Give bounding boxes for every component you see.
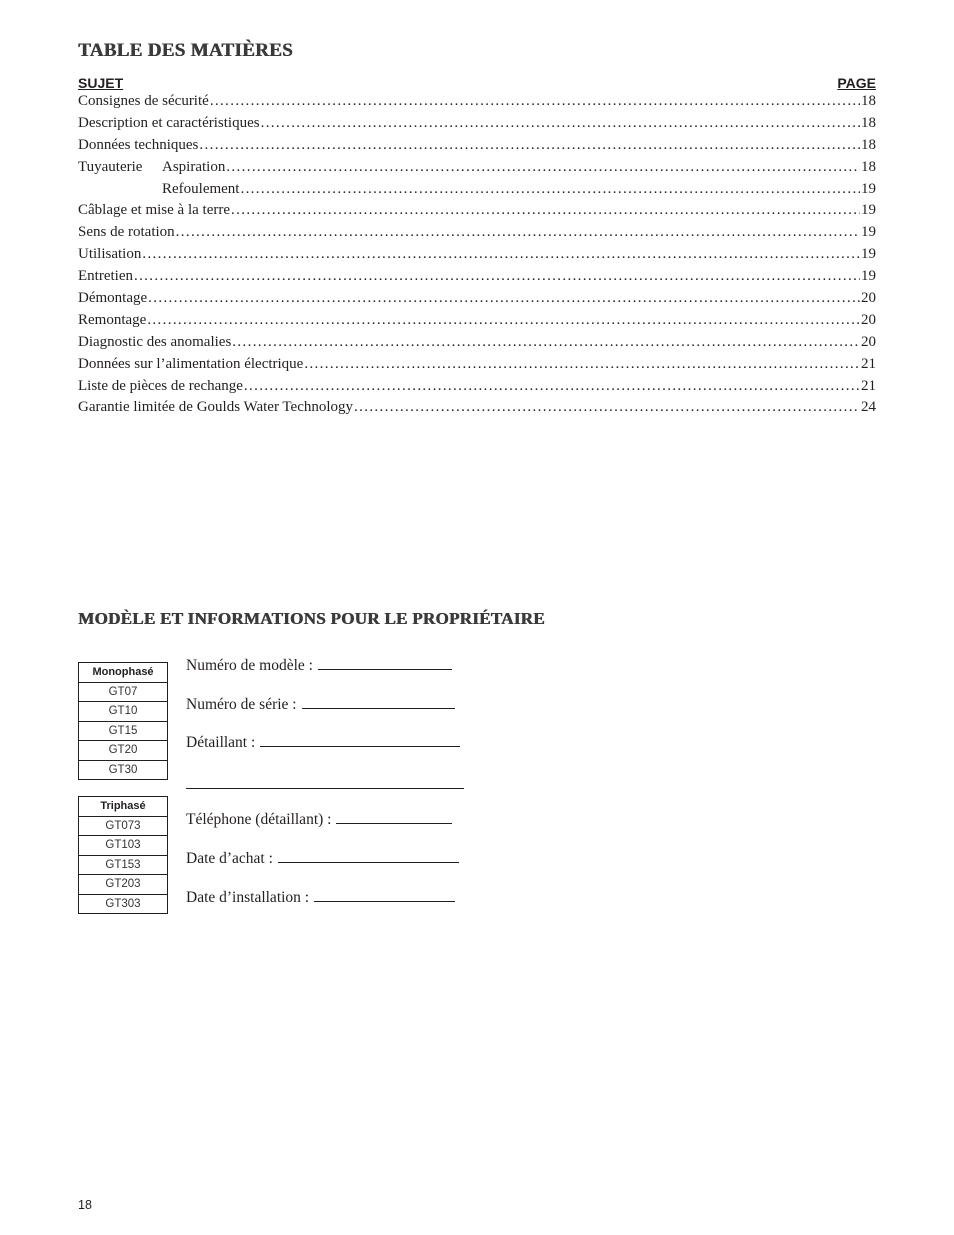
- toc-entry-label: [78, 157, 226, 177]
- toc-row: [78, 222, 876, 244]
- toc-entry-label: Remontage: [78, 311, 147, 328]
- toc-entry-page: 19: [861, 246, 876, 263]
- toc-entry-page: 19: [861, 268, 876, 285]
- model-cell: GT30: [79, 760, 168, 780]
- toc-entry-label: Garantie limitée de Goulds Water Technology: [78, 399, 354, 416]
- toc-entry-page: 18: [861, 136, 876, 153]
- toc-leader-dots: [147, 310, 860, 330]
- purchase-date-label: Date d’achat :: [186, 850, 273, 867]
- toc-row: [78, 244, 876, 266]
- toc-entry-page: 18: [861, 114, 876, 131]
- serial-number-label: Numéro de série :: [186, 696, 297, 713]
- toc-entry-label: Données sur l’alimentation électrique: [78, 355, 304, 372]
- toc-title: TABLE DES MATIÈRES: [78, 40, 293, 61]
- toc-entry-label: Consignes de sécurité: [78, 93, 209, 109]
- toc-entry-page: 24: [861, 399, 876, 416]
- three-phase-model-table: [78, 796, 168, 914]
- toc-leader-dots: [231, 200, 860, 220]
- toc-entry-label: Câblage et mise à la terre: [78, 202, 231, 219]
- install-date-label: Date d’installation :: [186, 889, 310, 906]
- toc-entry-label: Données techniques: [78, 136, 199, 153]
- toc-leader-dots: [240, 179, 860, 199]
- purchase-date-field: [186, 850, 459, 868]
- toc-leader-dots: [232, 332, 860, 352]
- dealer-extra-blank: [186, 788, 464, 789]
- dealer-blank: [260, 745, 460, 747]
- table-header: Monophasé: [79, 663, 168, 683]
- toc-entry-label: Refoulement: [78, 179, 240, 199]
- toc-list: [78, 91, 876, 419]
- toc-entry-subitem: Aspiration: [162, 158, 226, 175]
- model-cell: GT10: [79, 702, 168, 722]
- model-number-field: [186, 657, 452, 675]
- toc-entry-category: Tuyauterie: [78, 158, 143, 175]
- toc-entry-page: 20: [861, 333, 876, 350]
- install-date-field: [186, 889, 455, 907]
- single-phase-model-table: [78, 662, 168, 780]
- toc-entry-page: 19: [861, 180, 876, 197]
- install-date-blank: [314, 900, 455, 902]
- toc-row: [78, 354, 876, 376]
- toc-entry-page: 21: [861, 377, 876, 394]
- toc-entry-page: 21: [861, 355, 876, 372]
- owner-info-title: MODÈLE ET INFORMATIONS POUR LE PROPRIÉTAIRE: [78, 609, 545, 628]
- toc-entry-page: 18: [861, 158, 876, 175]
- toc-leader-dots: [226, 157, 860, 177]
- toc-leader-dots: [210, 91, 860, 111]
- toc-page-header: PAGE: [837, 75, 876, 91]
- dealer-field: [186, 734, 460, 752]
- toc-subject-header: SUJET: [78, 75, 124, 91]
- dealer-phone-blank: [336, 822, 452, 824]
- toc-leader-dots: [261, 113, 860, 133]
- model-cell: GT073: [79, 816, 168, 836]
- toc-leader-dots: [142, 244, 860, 264]
- toc-entry-label: Utilisation: [78, 246, 142, 263]
- model-number-blank: [318, 668, 452, 670]
- toc-entry-label: Sens de rotation: [78, 224, 175, 241]
- toc-row: [78, 113, 876, 135]
- toc-row: [78, 288, 876, 310]
- toc-entry-label: Démontage: [78, 290, 148, 307]
- toc-entry-page: 18: [861, 93, 876, 109]
- model-cell: GT153: [79, 855, 168, 875]
- toc-entry-label: Entretien: [78, 268, 133, 285]
- model-cell: GT303: [79, 894, 168, 914]
- model-cell: GT07: [79, 682, 168, 702]
- toc-row: [78, 332, 876, 354]
- toc-leader-dots: [304, 354, 860, 374]
- model-cell: GT20: [79, 741, 168, 761]
- toc-leader-dots: [176, 222, 860, 242]
- toc-leader-dots: [354, 397, 860, 417]
- toc-leader-dots: [244, 376, 860, 396]
- page-number: 18: [78, 1198, 92, 1212]
- toc-row: [78, 179, 876, 201]
- toc-row: [78, 266, 876, 288]
- toc-row: [78, 91, 876, 113]
- table-header: Triphasé: [79, 797, 168, 817]
- model-cell: GT203: [79, 875, 168, 895]
- toc-leader-dots: [134, 266, 860, 286]
- toc-entry-page: 19: [861, 202, 876, 219]
- toc-row: [78, 135, 876, 157]
- dealer-phone-label: Téléphone (détaillant) :: [186, 811, 332, 828]
- model-cell: GT15: [79, 721, 168, 741]
- serial-number-field: [186, 696, 455, 714]
- toc-entry-label: Description et caractéristiques: [78, 114, 260, 131]
- dealer-label: Détaillant :: [186, 734, 256, 751]
- toc-entry-page: 20: [861, 311, 876, 328]
- toc-row: [78, 200, 876, 222]
- serial-number-blank: [302, 707, 455, 709]
- toc-entry-page: 20: [861, 290, 876, 307]
- model-number-label: Numéro de modèle :: [186, 657, 313, 674]
- dealer-phone-field: [186, 811, 452, 829]
- toc-entry-page: 19: [861, 224, 876, 241]
- toc-row: [78, 376, 876, 398]
- toc-leader-dots: [148, 288, 860, 308]
- purchase-date-blank: [278, 861, 459, 863]
- toc-entry-label: Liste de pièces de rechange: [78, 377, 243, 394]
- model-cell: GT103: [79, 836, 168, 856]
- toc-leader-dots: [199, 135, 860, 155]
- toc-entry-label: Diagnostic des anomalies: [78, 333, 232, 350]
- toc-row: [78, 310, 876, 332]
- toc-row: [78, 157, 876, 179]
- toc-row: [78, 397, 876, 419]
